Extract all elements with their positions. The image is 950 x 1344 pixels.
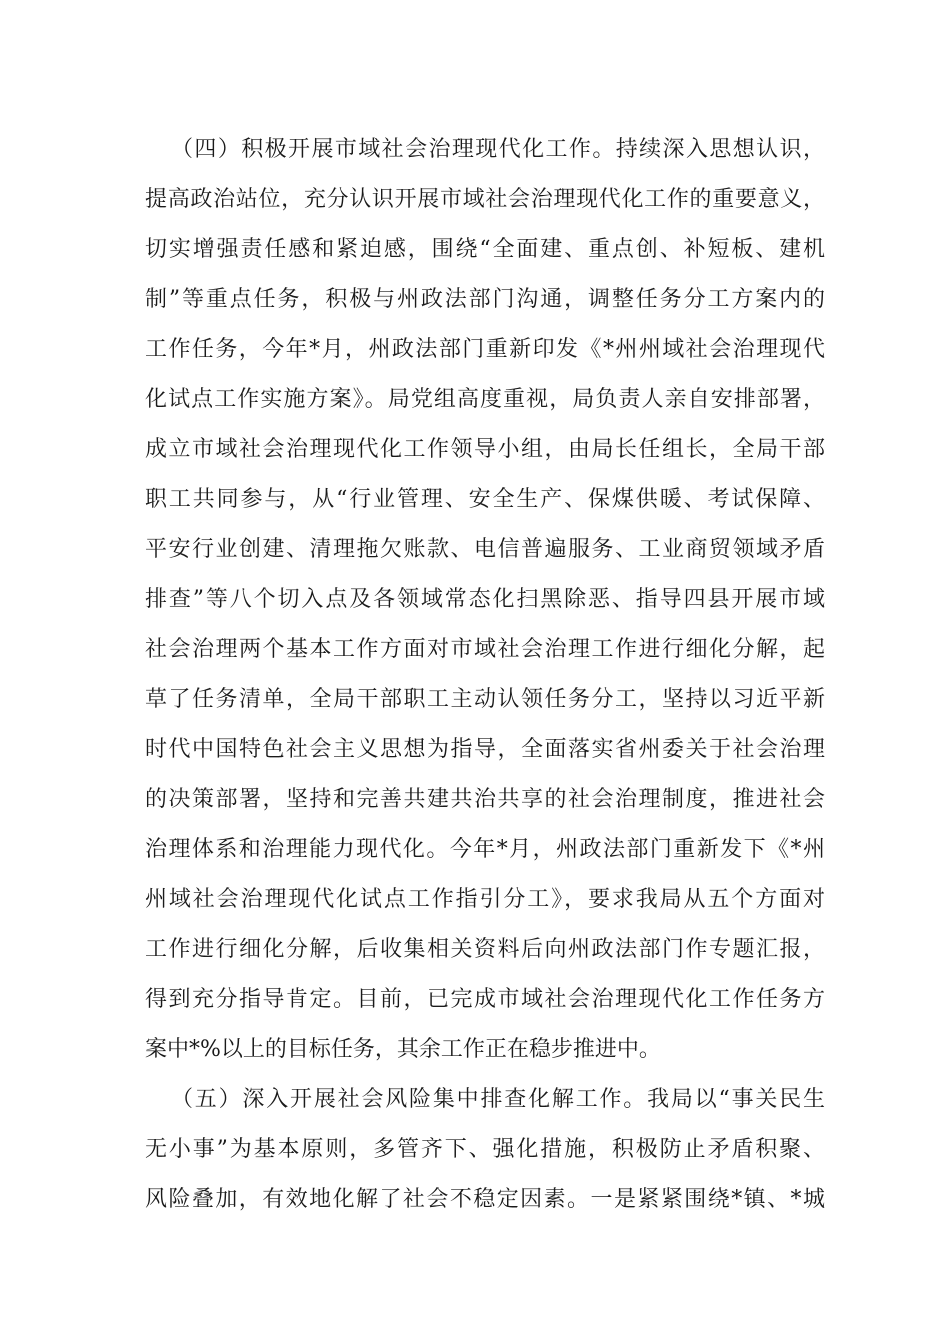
- paragraph-4-line-18: 得到充分指导肯定。目前，已完成市域社会治理现代化工作任务方: [145, 987, 825, 1012]
- paragraph-4-line-10: 排查”等八个切入点及各领域常态化扫黑除恶、指导四县开展市域: [145, 587, 825, 612]
- paragraph-4-line-13: 时代中国特色社会主义思想为指导，全面落实省州委关于社会治理: [145, 737, 825, 762]
- paragraph-4-line-14: 的决策部署，坚持和完善共建共治共享的社会治理制度，推进社会: [145, 787, 825, 812]
- paragraph-4-line-17: 工作进行细化分解，后收集相关资料后向州政法部门作专题汇报，: [145, 937, 825, 962]
- paragraph-4-line-15: 治理体系和治理能力现代化。今年*月，州政法部门重新发下《*州: [145, 837, 825, 862]
- paragraph-5-line-3: 风险叠加，有效地化解了社会不稳定因素。一是紧紧围绕*镇、*城: [145, 1187, 825, 1212]
- paragraph-4-line-1: （四）积极开展市域社会治理现代化工作。持续深入思想认识，: [171, 137, 825, 162]
- paragraph-4-line-16: 州域社会治理现代化试点工作指引分工》，要求我局从五个方面对: [145, 887, 825, 912]
- paragraph-4-line-2: 提高政治站位，充分认识开展市域社会治理现代化工作的重要意义，: [145, 187, 825, 212]
- paragraph-4-line-19: 案中*%以上的目标任务，其余工作正在稳步推进中。: [145, 1037, 661, 1062]
- paragraph-4-line-6: 化试点工作实施方案》。局党组高度重视，局负责人亲自安排部署，: [145, 387, 825, 412]
- paragraph-5-line-2: 无小事”为基本原则，多管齐下、强化措施，积极防止矛盾积聚、: [145, 1137, 825, 1162]
- paragraph-4-line-7: 成立市域社会治理现代化工作领导小组，由局长任组长，全局干部: [145, 437, 825, 462]
- paragraph-4-line-8: 职工共同参与，从“行业管理、安全生产、保煤供暖、考试保障、: [145, 487, 825, 512]
- paragraph-5-line-1: （五）深入开展社会风险集中排查化解工作。我局以“事关民生: [171, 1087, 825, 1112]
- paragraph-4-line-11: 社会治理两个基本工作方面对市域社会治理工作进行细化分解，起: [145, 637, 825, 662]
- paragraph-4-line-3: 切实增强责任感和紧迫感，围绕“全面建、重点创、补短板、建机: [145, 237, 825, 262]
- paragraph-4-line-9: 平安行业创建、清理拖欠账款、电信普遍服务、工业商贸领域矛盾: [145, 537, 825, 562]
- paragraph-4-line-4: 制”等重点任务，积极与州政法部门沟通，调整任务分工方案内的: [145, 287, 825, 312]
- paragraph-4-line-5: 工作任务，今年*月，州政法部门重新印发《*州州域社会治理现代: [145, 337, 825, 362]
- paragraph-4-line-12: 草了任务清单，全局干部职工主动认领任务分工，坚持以习近平新: [145, 687, 825, 712]
